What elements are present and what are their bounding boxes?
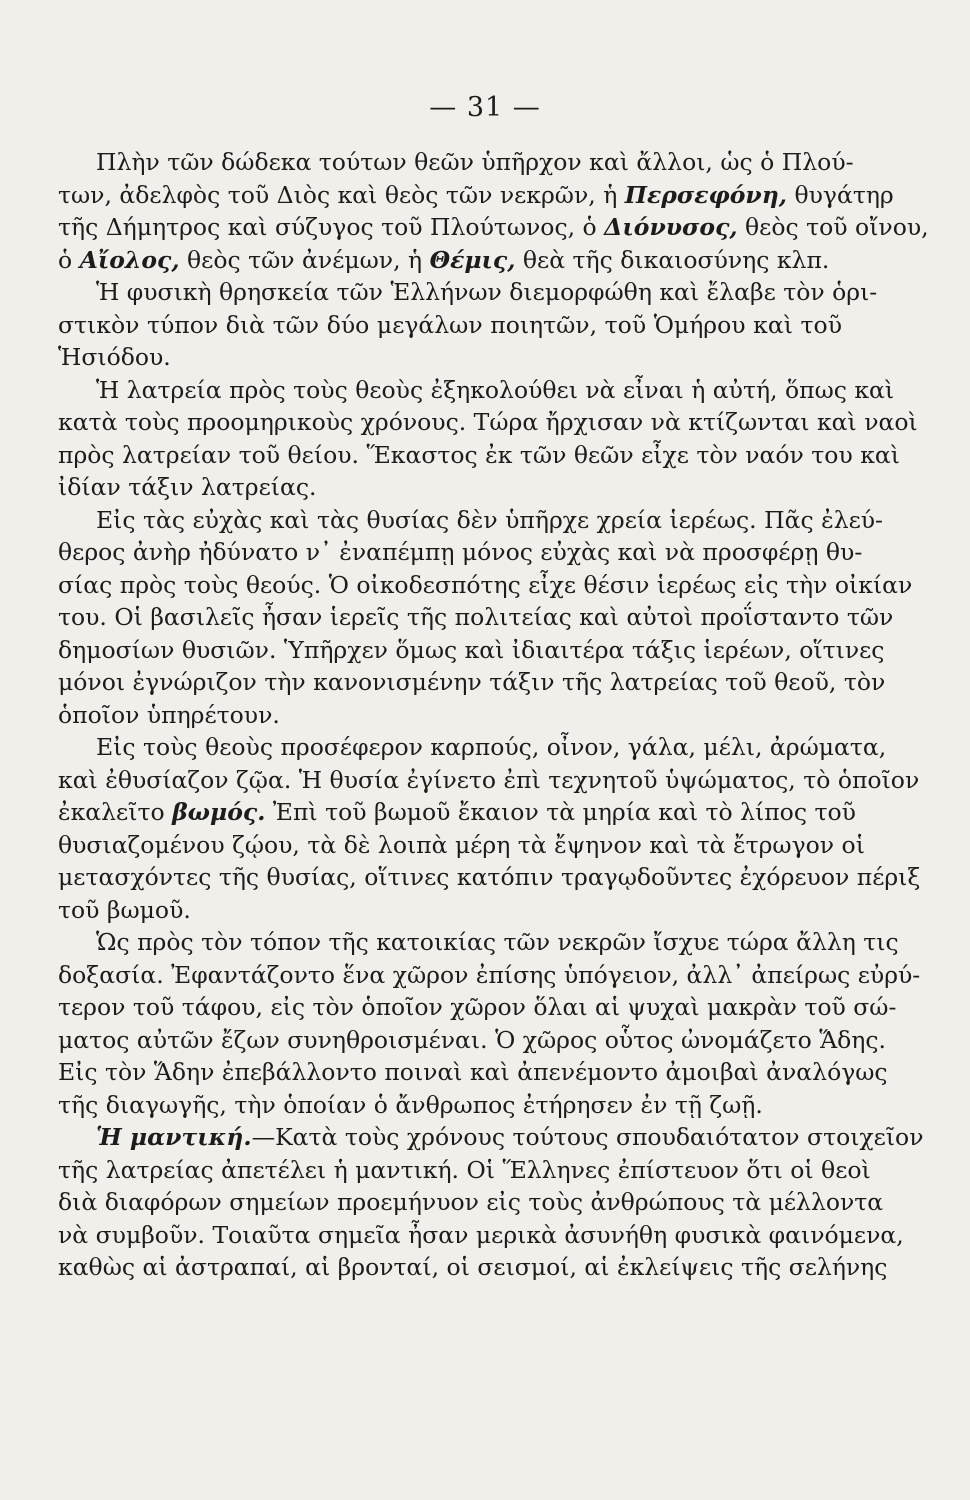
emphasized-term: Ἡ μαντική. (96, 1123, 252, 1151)
emphasized-term: Αἴολος, (79, 245, 180, 274)
text-run: ἐκαλεῖτο (58, 798, 173, 826)
text-run: θυγάτηρ (787, 180, 894, 209)
emphasized-term: Θέμις, (429, 245, 516, 274)
text-run: δοξασία. Ἐφαντάζοντο ἕνα χῶρον ἐπίσης ὑπόγειον, ἀλλ᾽ ἀπείρως εὐρύ- (58, 960, 921, 989)
text-run: Ἡ λατρεία πρὸς τοὺς θεοὺς ἐξηκολούθει νὰ εἶναι ἡ αὐτή, ὅπως καὶ (96, 375, 895, 404)
text-run: Ἡσιόδου. (58, 343, 171, 371)
text-run: ὁποῖον ὑπηρέτουν. (58, 700, 280, 729)
text-run: σίας πρὸς τοὺς θεούς. Ὁ οἰκοδεσπότης εἶχε θέσιν ἱερέως εἰς τὴν οἰκίαν (58, 570, 913, 599)
text-line (58, 764, 920, 797)
page-number: — 31 — (429, 92, 541, 123)
text-line (58, 504, 883, 537)
text-run: Ὡς πρὸς τὸν τόπον τῆς κατοικίας τῶν νεκρῶν ἴσχυε τώρα ἄλλη τις (96, 928, 899, 956)
text-run: τῆς διαγωγῆς, τὴν ὁποίαν ὁ ἄνθρωπος ἐτήρησεν ἐν τῇ ζωῇ. (58, 1090, 763, 1119)
text-line (58, 634, 885, 667)
text-line (58, 894, 842, 927)
text-line (58, 666, 886, 699)
text-run: τῆς λατρείας ἀπετέλει ἡ μαντική. Οἱ Ἕλληνες ἐπίστευον ὅτι οἱ θεοὶ (58, 1155, 871, 1184)
text-run: θεὸς τῶν ἀνέμων, ἡ (179, 245, 430, 274)
text-run: τῆς Δήμητρος καὶ σύζυγος τοῦ Πλούτωνος, ὁ (58, 213, 605, 241)
text-run: στικὸν τύπον διὰ τῶν δύο μεγάλων ποιητῶν, τοῦ Ὁμήρου καὶ τοῦ (58, 310, 842, 339)
text-line (58, 1024, 887, 1057)
body-text (58, 146, 929, 1284)
text-run: μόνοι ἐγνώριζον τὴν κανονισμένην τάξιν τῆς λατρείας τοῦ θεοῦ, τὸν (58, 668, 886, 696)
text-run: ἰδίαν τάξιν λατρείας. (58, 473, 317, 501)
text-run: Ἐπὶ τοῦ βωμοῦ ἔκαιον τὰ μηρία καὶ τὸ λίπος τοῦ (265, 798, 856, 826)
emphasized-term: Περσεφόνη, (624, 180, 787, 209)
text-run: καθὼς αἱ ἀστραπαί, αἱ βρονταί, οἱ σεισμοί, αἱ ἐκλείψεις τῆς σελήνης (58, 1253, 888, 1281)
text-run: Εἰς τὸν Ἅδην ἐπεβάλλοντο ποιναὶ καὶ ἀπενέμοντο ἀμοιβαὶ ἀναλόγως (58, 1058, 888, 1086)
text-line (58, 959, 921, 992)
emphasized-term: Διόνυσος, (604, 213, 738, 241)
text-run: θεὰ τῆς δικαιοσύνης κλπ. (515, 245, 830, 274)
text-line (58, 796, 856, 829)
text-line (58, 341, 842, 374)
text-line (58, 146, 854, 179)
text-run: Ἡ φυσικὴ θρησκεία τῶν Ἑλλήνων διεμορφώθη καὶ ἔλαβε τὸν ὁρι- (96, 278, 878, 306)
text-line (58, 699, 842, 732)
text-run: πρὸς λατρείαν τοῦ θείου. Ἕκαστος ἐκ τῶν θεῶν εἶχε τὸν ναόν του καὶ (58, 440, 900, 469)
text-line (58, 1121, 924, 1154)
text-run: θεὸς τοῦ οἴνου, (737, 213, 929, 241)
text-run: —Κατὰ τοὺς χρόνους τούτους σπουδαιότατον στοιχεῖον (251, 1123, 924, 1151)
text-line (58, 211, 929, 244)
text-line (58, 276, 878, 309)
text-run: των, ἀδελφὸς τοῦ Διὸς καὶ θεὸς τῶν νεκρῶν, ἡ (58, 180, 625, 209)
text-run: Εἰς τοὺς θεοὺς προσέφερον καρπούς, οἶνον, γάλα, μέλι, ἀρώματα, (96, 733, 887, 761)
text-run: κατὰ τοὺς προομηρικοὺς χρόνους. Τώρα ἤρχισαν νὰ κτίζωνται καὶ ναοὶ (58, 408, 918, 436)
text-run: καὶ ἐθυσίαζον ζῷα. Ἡ θυσία ἐγίνετο ἐπὶ τεχνητοῦ ὑψώματος, τὸ ὁποῖον (58, 765, 920, 794)
text-run: νὰ συμβοῦν. Τοιαῦτα σημεῖα ἦσαν μερικὰ ἀσυνήθη φυσικὰ φαινόμενα, (58, 1220, 904, 1249)
text-run: θυσιαζομένου ζῴου, τὰ δὲ λοιπὰ μέρη τὰ ἔψηνον καὶ τὰ ἔτρωγον οἱ (58, 830, 865, 859)
text-line (58, 1154, 871, 1187)
text-line (58, 1186, 884, 1219)
text-line (58, 861, 921, 894)
text-line (58, 179, 894, 212)
text-run: του. Οἱ βασιλεῖς ἦσαν ἱερεῖς τῆς πολιτείας καὶ αὐτοὶ προΐσταντο τῶν (58, 603, 894, 631)
text-run: δημοσίων θυσιῶν. Ὑπῆρχεν ὅμως καὶ ἰδιαιτέρα τάξις ἱερέων, οἵτινες (58, 635, 885, 664)
text-line (58, 406, 918, 439)
text-line (58, 471, 842, 504)
text-line (58, 829, 865, 862)
text-run: Πλὴν τῶν δώδεκα τούτων θεῶν ὑπῆρχον καὶ ἄλλοι, ὡς ὁ Πλού- (96, 148, 854, 176)
text-line (58, 374, 895, 407)
emphasized-term: βωμός. (172, 798, 266, 826)
text-line (58, 309, 842, 342)
text-line (58, 1089, 842, 1122)
text-line (58, 1056, 888, 1089)
text-line (58, 926, 899, 959)
text-run: ὁ (58, 245, 80, 274)
text-run: θερος ἀνὴρ ἠδύνατο ν᾽ ἐναπέμπῃ μόνος εὐχὰς καὶ νὰ προσφέρῃ θυ- (58, 538, 863, 566)
text-line (58, 569, 913, 602)
text-line (58, 731, 887, 764)
text-line (58, 1219, 904, 1252)
text-line (58, 1251, 888, 1284)
text-line (58, 601, 894, 634)
text-line (58, 536, 863, 569)
text-line (58, 991, 897, 1024)
text-run: διὰ διαφόρων σημείων προεμήνυον εἰς τοὺς ἀνθρώπους τὰ μέλλοντα (58, 1188, 884, 1216)
text-run: ματος αὐτῶν ἔζων συνηθροισμέναι. Ὁ χῶρος οὗτος ὠνομάζετο Ἅδης. (58, 1025, 887, 1054)
text-run: Εἰς τὰς εὐχὰς καὶ τὰς θυσίας δὲν ὑπῆρχε χρεία ἱερέως. Πᾶς ἐλεύ- (96, 505, 883, 534)
text-line (58, 244, 842, 277)
text-run: τοῦ βωμοῦ. (58, 895, 191, 924)
text-run: μετασχόντες τῆς θυσίας, οἵτινες κατόπιν τραγῳδοῦντες ἐχόρευον πέριξ (58, 863, 921, 891)
text-run: τερον τοῦ τάφου, εἰς τὸν ὁποῖον χῶρον ὅλαι αἱ ψυχαὶ μακρὰν τοῦ σώ- (58, 993, 897, 1021)
text-line (58, 439, 900, 472)
